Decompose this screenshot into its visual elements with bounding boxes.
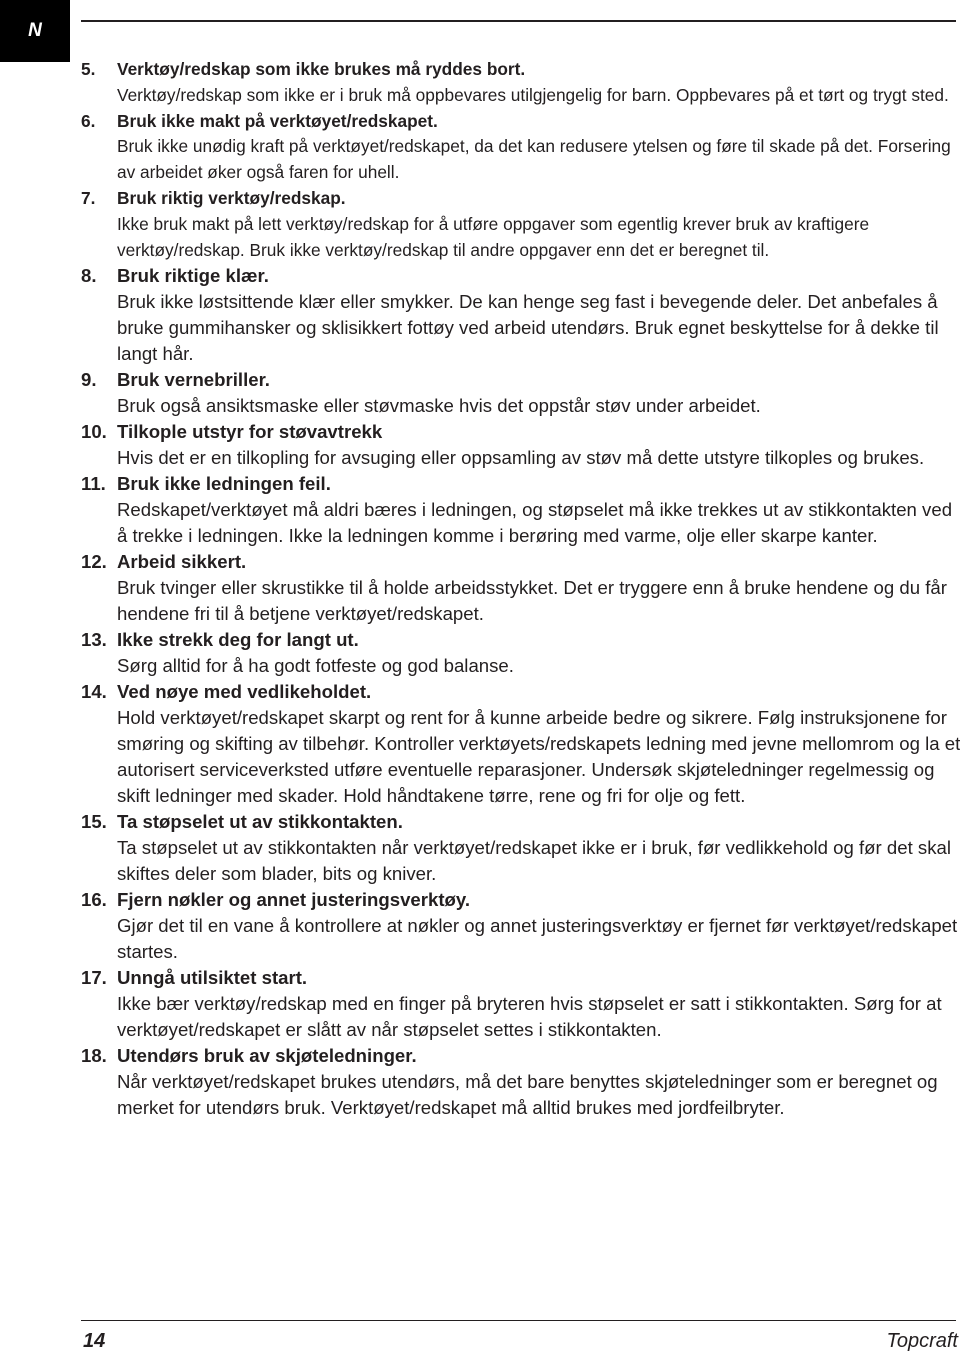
list-item [81, 549, 960, 627]
list-item [81, 471, 960, 549]
list-item [81, 57, 960, 109]
item-number: 16. [81, 889, 107, 911]
list-item [81, 367, 960, 419]
item-text: Bruk tvinger eller skrustikke til å holde arbeidsstykket. Det er tryggere enn å bruke hendene og du får hendene fri til å betjene verktøyet/redskapet. [117, 577, 947, 625]
item-number: 9. [81, 369, 97, 391]
brand-name: Topcraft [886, 1330, 958, 1352]
item-number: 18. [81, 1045, 107, 1067]
item-number: 11. [81, 473, 106, 495]
item-title: Tilkople utstyr for støvavtrekk [117, 421, 383, 443]
item-title: Bruk ikke makt på verktøyet/redskapet. [117, 110, 438, 131]
item-number: 15. [81, 811, 107, 833]
list-item [81, 109, 960, 186]
item-title: Ta støpselet ut av stikkontakten. [117, 811, 403, 833]
item-text: Verktøy/redskap som ikke er i bruk må oppbevares utilgjengelig for barn. Oppbevares på et tørt og trygt sted. [117, 84, 949, 105]
list-item [81, 679, 960, 809]
language-tab-label: N [28, 20, 42, 41]
list-item [81, 419, 960, 471]
item-text: Når verktøyet/redskapet brukes utendørs, må det bare benyttes skjøteledninger som er beregnet og merket for utendørs bruk. Verktøyet/redskapet må alltid brukes med jordfeilbryter. [117, 1071, 938, 1119]
item-number: 12. [81, 551, 107, 573]
item-title: Verktøy/redskap som ikke brukes må ryddes bort. [117, 59, 526, 79]
item-title: Bruk vernebriller. [117, 369, 270, 391]
item-title: Bruk ikke ledningen feil. [117, 473, 331, 495]
list-item [81, 627, 960, 679]
item-title: Bruk riktig verktøy/redskap. [117, 187, 346, 208]
bottom-divider [81, 1320, 956, 1321]
language-tab [0, 0, 70, 62]
item-number: 5. [81, 59, 96, 79]
item-text: Bruk ikke unødig kraft på verktøyet/redskapet, da det kan redusere ytelsen og føre til skade på det. Forsering av arbeidet øker også faren for uhell. [117, 136, 951, 183]
item-text: Bruk også ansiktsmaske eller støvmaske hvis det oppstår støv under arbeidet. [117, 395, 761, 417]
item-title: Ved nøye med vedlikeholdet. [117, 681, 372, 703]
item-title: Unngå utilsiktet start. [117, 967, 308, 989]
item-number: 10. [81, 421, 107, 443]
list-item [81, 186, 960, 263]
item-text: Redskapet/verktøyet må aldri bæres i ledningen, og støpselet må ikke trekkes ut av stikkontakten ved å trekke i ledningen. Ikke la ledningen komme i berøring med varme, olje eller skarpe kanter. [117, 499, 953, 547]
list-item [81, 263, 960, 367]
item-text: Ta støpselet ut av stikkontakten når verktøyet/redskapet ikke er i bruk, før vedlikkehold og før det skal skiftes deler som blader, bits og kniver. [117, 837, 951, 885]
item-number: 14. [81, 681, 107, 703]
item-text: Ikke bruk makt på lett verktøy/redskap for å utføre oppgaver som egentlig krever bruk av kraftigere verktøy/redskap. Bruk ikke verktøy/redskap til andre oppgaver enn det er beregnet til. [117, 213, 870, 260]
item-title: Utendørs bruk av skjøteledninger. [117, 1045, 417, 1067]
item-text: Ikke bær verktøy/redskap med en finger på bryteren hvis støpselet er satt i stikkontakten. Sørg for at verktøyet/redskapet er slått av når støpselet settes i stikkontakten. [117, 993, 942, 1041]
item-title: Fjern nøkler og annet justeringsverktøy. [117, 889, 471, 911]
item-text: Gjør det til en vane å kontrollere at nøkler og annet justeringsverktøy er fjernet før verktøyet/redskapet startes. [117, 915, 958, 963]
list-item [81, 809, 960, 887]
safety-instructions-list [81, 57, 960, 1121]
list-item [81, 887, 960, 965]
page-number: 14 [83, 1330, 106, 1352]
list-item [81, 1043, 960, 1121]
item-title: Ikke strekk deg for langt ut. [117, 629, 359, 651]
item-number: 7. [81, 187, 96, 208]
item-number: 8. [81, 265, 97, 287]
list-item [81, 965, 960, 1043]
top-divider [81, 20, 956, 22]
item-number: 6. [81, 110, 96, 131]
item-title: Bruk riktige klær. [117, 265, 269, 287]
item-text: Sørg alltid for å ha godt fotfeste og god balanse. [117, 655, 514, 677]
item-number: 13. [81, 629, 107, 651]
item-text: Hold verktøyet/redskapet skarpt og rent for å kunne arbeide bedre og sikrere. Følg instruksjonene for smøring og skifting av tilbehør. Kontroller verktøyets/redskapets ledning med jevne mellomrom og la et autorisert serviceverksted utføre eventuelle reparasjoner. Undersøk skjøteledninger regelmessig og skift ledninger med skader. Hold håndtakene tørre, rene og fri for olje og fett. [117, 707, 960, 807]
item-text: Hvis det er en tilkopling for avsuging eller oppsamling av støv må dette utstyre tilkoples og brukes. [117, 447, 925, 469]
item-text: Bruk ikke løstsittende klær eller smykker. De kan henge seg fast i bevegende deler. Det anbefales å bruke gummihansker og sklisikkert fottøy ved arbeid utendørs. Bruk egnet beskyttelse for å dekke til langt hår. [117, 291, 939, 365]
item-title: Arbeid sikkert. [117, 551, 247, 573]
item-number: 17. [81, 967, 107, 989]
